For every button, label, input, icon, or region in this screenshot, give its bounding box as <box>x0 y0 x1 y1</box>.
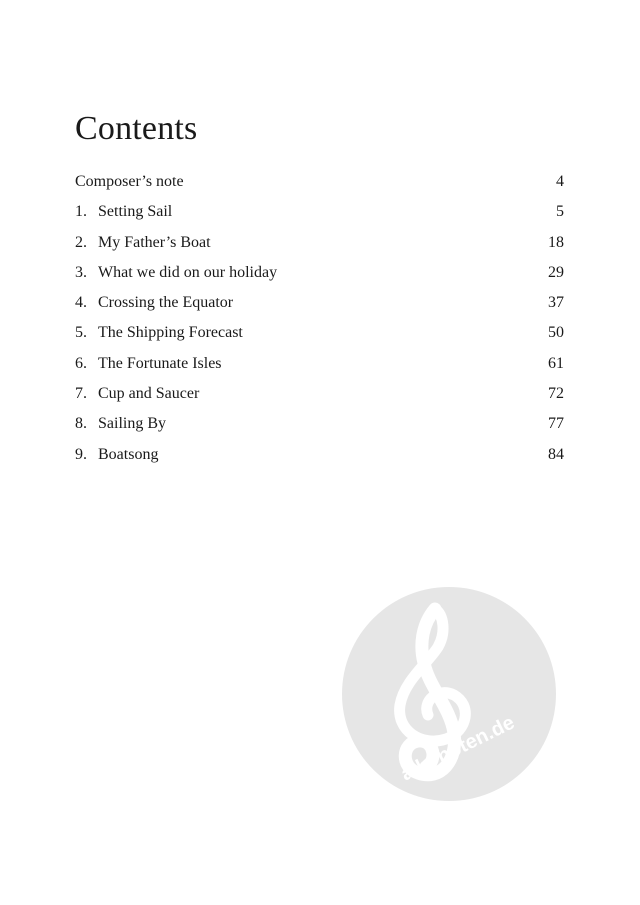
toc-entry <box>75 441 564 471</box>
toc-entry-number: 2. <box>75 233 87 251</box>
toc-entry-number: 7. <box>75 385 87 403</box>
toc-entry-number: 1. <box>75 203 87 221</box>
toc-entry-number: 4. <box>75 294 87 312</box>
toc-entry-title: Setting Sail <box>98 203 173 221</box>
toc-entry-page: 50 <box>548 324 564 342</box>
toc-entry <box>75 198 564 228</box>
toc-entry-page: 5 <box>556 203 564 221</box>
toc-entry-number: 9. <box>75 445 87 463</box>
toc-entry-number: 5. <box>75 324 87 342</box>
toc-entry-page: 18 <box>548 233 564 251</box>
toc-entry-title: Composer’s note <box>75 173 184 190</box>
toc-entry <box>75 229 564 259</box>
toc-entry-title: My Father’s Boat <box>98 233 211 251</box>
toc-entry-number: 8. <box>75 415 87 433</box>
toc-entry <box>75 410 564 440</box>
toc-entry <box>75 380 564 410</box>
toc-entry-title: The Fortunate Isles <box>98 354 222 372</box>
toc-entry-number: 3. <box>75 263 87 281</box>
toc-entry-page: 84 <box>548 445 564 463</box>
toc-entry-page: 29 <box>548 263 564 281</box>
toc-entry-page: 72 <box>548 385 564 403</box>
toc-entry <box>75 289 564 319</box>
toc-entry-page: 61 <box>548 354 564 372</box>
toc-entry <box>75 350 564 380</box>
watermark-logo <box>342 587 556 801</box>
toc-entry-number: 6. <box>75 354 87 372</box>
toc-entry-title: Boatsong <box>98 445 159 463</box>
toc-entry-title: The Shipping Forecast <box>98 324 243 342</box>
page-title: Contents <box>75 110 198 147</box>
toc-entry-title: What we did on our holiday <box>98 263 278 281</box>
toc-entry-page: 37 <box>548 294 564 312</box>
toc-entry-page: 77 <box>548 415 564 433</box>
toc-entry <box>75 319 564 349</box>
toc-entry-title: Cup and Saucer <box>98 385 200 403</box>
watermark-text: alle-noten.de <box>397 711 519 786</box>
toc-entry-title: Sailing By <box>98 415 167 433</box>
toc-entry-title: Crossing the Equator <box>98 294 234 312</box>
table-of-contents <box>75 168 564 471</box>
toc-entry <box>75 259 564 289</box>
toc-entry-composers-note <box>75 168 564 198</box>
toc-entry-page: 4 <box>556 173 564 190</box>
